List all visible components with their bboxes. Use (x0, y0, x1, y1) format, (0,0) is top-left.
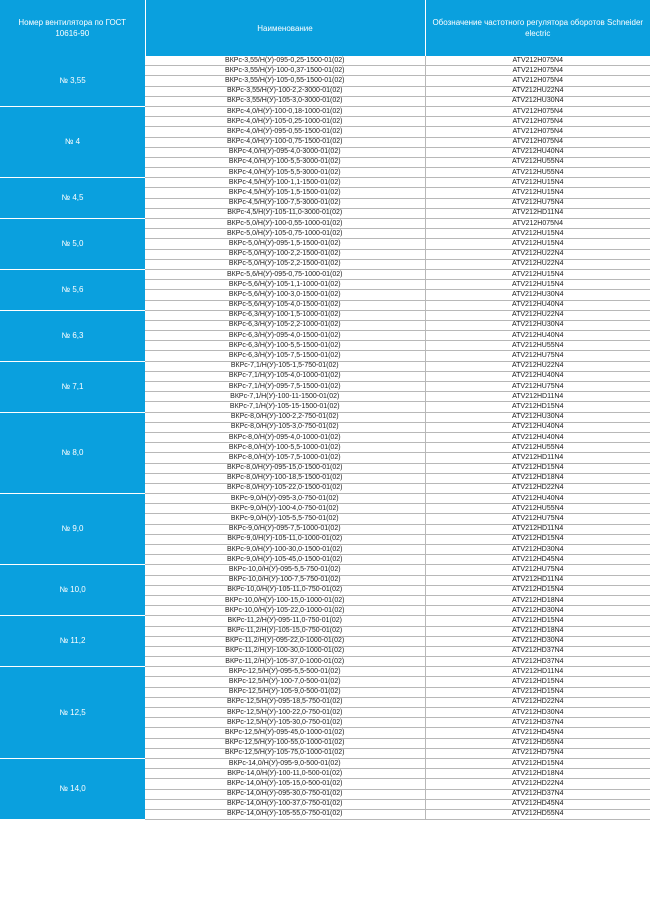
fan-number-cell: № 14,0 (0, 758, 145, 819)
regulator-code-cell: ATV212HU75N4 (425, 514, 650, 524)
model-name-cell: ВКРс-12,5/Н(У)-100-22,0-750-01(02) (145, 708, 425, 718)
regulator-code-cell: ATV212HU15N4 (425, 188, 650, 198)
model-name-cell: ВКРс-3,55/Н(У)-105-3,0-3000-01(02) (145, 96, 425, 106)
fan-number-cell: № 12,5 (0, 667, 145, 759)
model-name-cell: ВКРс-3,55/Н(У)-095-0,25-1500-01(02) (145, 56, 425, 66)
model-name-cell: ВКРс-7,1/Н(У)-105-1,5-750-01(02) (145, 361, 425, 371)
model-name-cell: ВКРс-8,0/Н(У)-100-18,5-1500-01(02) (145, 473, 425, 483)
regulator-code-cell: ATV212HU30N4 (425, 320, 650, 330)
regulator-code-cell: ATV212HU40N4 (425, 371, 650, 381)
model-name-cell: ВКРс-6,3/Н(У)-100-5,5-1500-01(02) (145, 341, 425, 351)
model-name-cell: ВКРс-9,0/Н(У)-100-4,0-750-01(02) (145, 504, 425, 514)
model-name-cell: ВКРс-4,0/Н(У)-100-0,75-1500-01(02) (145, 137, 425, 147)
regulator-code-cell: ATV212HD75N4 (425, 748, 650, 758)
model-name-cell: ВКРс-11,2/Н(У)-105-37,0-1000-01(02) (145, 657, 425, 667)
regulator-code-cell: ATV212HU75N4 (425, 565, 650, 575)
regulator-code-cell: ATV212HU40N4 (425, 300, 650, 310)
model-name-cell: ВКРс-12,5/Н(У)-095-45,0-1000-01(02) (145, 728, 425, 738)
regulator-code-cell: ATV212HU15N4 (425, 229, 650, 239)
model-name-cell: ВКРс-5,6/Н(У)-100-3,0-1500-01(02) (145, 290, 425, 300)
model-name-cell: ВКРс-9,0/Н(У)-095-7,5-1000-01(02) (145, 524, 425, 534)
regulator-code-cell: ATV212HU22N4 (425, 259, 650, 269)
regulator-code-cell: ATV212HD37N4 (425, 718, 650, 728)
table-row (0, 361, 650, 371)
model-name-cell: ВКРс-12,5/Н(У)-105-9,0-500-01(02) (145, 687, 425, 697)
model-name-cell: ВКРс-14,0/Н(У)-100-11,0-500-01(02) (145, 769, 425, 779)
regulator-code-cell: ATV212HD55N4 (425, 809, 650, 819)
model-name-cell: ВКРс-7,1/Н(У)-095-7,5-1500-01(02) (145, 382, 425, 392)
model-name-cell: ВКРс-10,0/Н(У)-105-22,0-1000-01(02) (145, 606, 425, 616)
regulator-code-cell: ATV212HD15N4 (425, 677, 650, 687)
regulator-code-cell: ATV212HD11N4 (425, 453, 650, 463)
regulator-code-cell: ATV212HD30N4 (425, 708, 650, 718)
table-row (0, 106, 650, 116)
regulator-code-cell: ATV212H075N4 (425, 56, 650, 66)
fan-number-cell: № 4,5 (0, 178, 145, 219)
regulator-code-cell: ATV212H075N4 (425, 219, 650, 229)
fan-number-cell: № 5,0 (0, 219, 145, 270)
regulator-code-cell: ATV212HU75N4 (425, 351, 650, 361)
fan-number-cell: № 6,3 (0, 310, 145, 361)
regulator-code-cell: ATV212HU22N4 (425, 310, 650, 320)
fan-number-cell: № 10,0 (0, 565, 145, 616)
model-name-cell: ВКРс-14,0/Н(У)-105-15,0-500-01(02) (145, 779, 425, 789)
header-regulator: Обозначение частотного регулятора оборотов Schneider electric (425, 0, 650, 56)
regulator-code-cell: ATV212HD22N4 (425, 779, 650, 789)
regulator-code-cell: ATV212HD15N4 (425, 463, 650, 473)
regulator-code-cell: ATV212HD45N4 (425, 555, 650, 565)
model-name-cell: ВКРс-8,0/Н(У)-095-4,0-1000-01(02) (145, 432, 425, 442)
model-name-cell: ВКРс-12,5/Н(У)-105-75,0-1000-01(02) (145, 748, 425, 758)
model-name-cell: ВКРс-14,0/Н(У)-095-9,0-500-01(02) (145, 758, 425, 768)
regulator-code-cell: ATV212HU40N4 (425, 432, 650, 442)
model-name-cell: ВКРс-5,0/Н(У)-100-2,2-1500-01(02) (145, 249, 425, 259)
regulator-code-cell: ATV212H075N4 (425, 66, 650, 76)
model-name-cell: ВКРс-5,6/Н(У)-105-4,0-1500-01(02) (145, 300, 425, 310)
model-name-cell: ВКРс-6,3/Н(У)-100-1,5-1000-01(02) (145, 310, 425, 320)
fan-number-cell: № 3,55 (0, 56, 145, 106)
model-name-cell: ВКРс-3,55/Н(У)-105-0,55-1500-01(02) (145, 76, 425, 86)
regulator-code-cell: ATV212HU40N4 (425, 494, 650, 504)
table-row (0, 616, 650, 626)
table-row (0, 310, 650, 320)
model-name-cell: ВКРс-12,5/Н(У)-095-18,5-750-01(02) (145, 697, 425, 707)
regulator-code-cell: ATV212HD18N4 (425, 769, 650, 779)
regulator-code-cell: ATV212HU15N4 (425, 178, 650, 188)
regulator-code-cell: ATV212HU15N4 (425, 269, 650, 279)
model-name-cell: ВКРс-4,5/Н(У)-100-7,5-3000-01(02) (145, 198, 425, 208)
model-name-cell: ВКРс-14,0/Н(У)-105-55,0-750-01(02) (145, 809, 425, 819)
regulator-code-cell: ATV212HU55N4 (425, 443, 650, 453)
model-name-cell: ВКРс-4,5/Н(У)-105-11,0-3000-01(02) (145, 208, 425, 218)
regulator-code-cell: ATV212HD37N4 (425, 789, 650, 799)
regulator-code-cell: ATV212HU22N4 (425, 86, 650, 96)
model-name-cell: ВКРс-6,3/Н(У)-095-4,0-1500-01(02) (145, 331, 425, 341)
regulator-code-cell: ATV212H075N4 (425, 76, 650, 86)
regulator-code-cell: ATV212HD55N4 (425, 738, 650, 748)
model-name-cell: ВКРс-12,5/Н(У)-095-5,5-500-01(02) (145, 667, 425, 677)
model-name-cell: ВКРс-5,6/Н(У)-095-0,75-1000-01(02) (145, 269, 425, 279)
model-name-cell: ВКРс-10,0/Н(У)-105-11,0-750-01(02) (145, 585, 425, 595)
fan-number-cell: № 7,1 (0, 361, 145, 412)
regulator-code-cell: ATV212HD15N4 (425, 616, 650, 626)
model-name-cell: ВКРс-3,55/Н(У)-100-2,2-3000-01(02) (145, 86, 425, 96)
table-row (0, 667, 650, 677)
model-name-cell: ВКРс-12,5/Н(У)-105-30,0-750-01(02) (145, 718, 425, 728)
regulator-code-cell: ATV212HU40N4 (425, 331, 650, 341)
model-name-cell: ВКРс-8,0/Н(У)-095-15,0-1500-01(02) (145, 463, 425, 473)
model-name-cell: ВКРс-9,0/Н(У)-105-45,0-1500-01(02) (145, 555, 425, 565)
regulator-code-cell: ATV212H075N4 (425, 127, 650, 137)
regulator-code-cell: ATV212HU55N4 (425, 341, 650, 351)
regulator-code-cell: ATV212HD22N4 (425, 483, 650, 493)
regulator-code-cell: ATV212HU15N4 (425, 239, 650, 249)
fan-number-cell: № 11,2 (0, 616, 145, 667)
model-name-cell: ВКРс-10,0/Н(У)-100-15,0-1000-01(02) (145, 595, 425, 605)
regulator-code-cell: ATV212HD11N4 (425, 667, 650, 677)
model-name-cell: ВКРс-6,3/Н(У)-105-7,5-1500-01(02) (145, 351, 425, 361)
regulator-code-cell: ATV212HD18N4 (425, 595, 650, 605)
model-name-cell: ВКРс-8,0/Н(У)-105-22,0-1500-01(02) (145, 483, 425, 493)
model-name-cell: ВКРс-4,0/Н(У)-100-5,5-3000-01(02) (145, 157, 425, 167)
model-name-cell: ВКРс-3,55/Н(У)-100-0,37-1500-01(02) (145, 66, 425, 76)
model-name-cell: ВКРс-7,1/Н(У)-100-11-1500-01(02) (145, 392, 425, 402)
regulator-code-cell: ATV212HD15N4 (425, 758, 650, 768)
regulator-code-cell: ATV212HD45N4 (425, 728, 650, 738)
table-row (0, 269, 650, 279)
table-row (0, 219, 650, 229)
table-row (0, 494, 650, 504)
regulator-code-cell: ATV212H075N4 (425, 137, 650, 147)
fan-number-cell: № 8,0 (0, 412, 145, 494)
table-row (0, 56, 650, 66)
table-header-row (0, 0, 650, 56)
model-name-cell: ВКРс-10,0/Н(У)-100-7,5-750-01(02) (145, 575, 425, 585)
regulator-code-cell: ATV212HD22N4 (425, 697, 650, 707)
regulator-code-cell: ATV212HD15N4 (425, 402, 650, 412)
model-name-cell: ВКРс-4,0/Н(У)-105-5,5-3000-01(02) (145, 168, 425, 178)
regulator-code-cell: ATV212HU30N4 (425, 290, 650, 300)
model-name-cell: ВКРс-4,5/Н(У)-105-1,5-1500-01(02) (145, 188, 425, 198)
regulator-code-cell: ATV212H075N4 (425, 117, 650, 127)
regulator-code-cell: ATV212HD30N4 (425, 545, 650, 555)
model-name-cell: ВКРс-11,2/Н(У)-095-22,0-1000-01(02) (145, 636, 425, 646)
regulator-code-cell: ATV212HU40N4 (425, 147, 650, 157)
regulator-code-cell: ATV212HD11N4 (425, 392, 650, 402)
model-name-cell: ВКРс-5,0/Н(У)-105-0,75-1000-01(02) (145, 229, 425, 239)
regulator-code-cell: ATV212HD37N4 (425, 657, 650, 667)
regulator-code-cell: ATV212HD37N4 (425, 646, 650, 656)
model-name-cell: ВКРс-11,2/Н(У)-105-15,0-750-01(02) (145, 626, 425, 636)
regulator-code-cell: ATV212HD11N4 (425, 524, 650, 534)
model-name-cell: ВКРс-9,0/Н(У)-100-30,0-1500-01(02) (145, 545, 425, 555)
model-name-cell: ВКРс-4,0/Н(У)-105-0,25-1000-01(02) (145, 117, 425, 127)
model-name-cell: ВКРс-9,0/Н(У)-105-11,0-1000-01(02) (145, 534, 425, 544)
model-name-cell: ВКРс-11,2/Н(У)-100-30,0-1000-01(02) (145, 646, 425, 656)
regulator-code-cell: ATV212HD45N4 (425, 799, 650, 809)
regulator-code-cell: ATV212HD15N4 (425, 585, 650, 595)
header-name: Наименование (145, 0, 425, 56)
model-name-cell: ВКРс-4,0/Н(У)-095-4,0-3000-01(02) (145, 147, 425, 157)
model-name-cell: ВКРс-12,5/Н(У)-100-7,0-500-01(02) (145, 677, 425, 687)
model-name-cell: ВКРс-4,5/Н(У)-100-1,1-1500-01(02) (145, 178, 425, 188)
model-name-cell: ВКРс-7,1/Н(У)-105-15-1500-01(02) (145, 402, 425, 412)
regulator-code-cell: ATV212HU22N4 (425, 249, 650, 259)
table-row (0, 565, 650, 575)
model-name-cell: ВКРс-4,0/Н(У)-095-0,55-1500-01(02) (145, 127, 425, 137)
model-name-cell: ВКРс-5,0/Н(У)-095-1,5-1500-01(02) (145, 239, 425, 249)
regulator-code-cell: ATV212HD11N4 (425, 208, 650, 218)
regulator-code-cell: ATV212H075N4 (425, 106, 650, 116)
model-name-cell: ВКРс-11,2/Н(У)-095-11,0-750-01(02) (145, 616, 425, 626)
header-fan-number: Номер вентилятора по ГОСТ 10616-90 (0, 0, 145, 56)
regulator-code-cell: ATV212HU15N4 (425, 280, 650, 290)
regulator-code-cell: ATV212HU22N4 (425, 361, 650, 371)
regulator-code-cell: ATV212HU75N4 (425, 198, 650, 208)
model-name-cell: ВКРс-9,0/Н(У)-105-5,5-750-01(02) (145, 514, 425, 524)
model-name-cell: ВКРс-4,0/Н(У)-100-0,18-1000-01(02) (145, 106, 425, 116)
regulator-code-cell: ATV212HU75N4 (425, 382, 650, 392)
regulator-code-cell: ATV212HU30N4 (425, 96, 650, 106)
model-name-cell: ВКРс-8,0/Н(У)-105-3,0-750-01(02) (145, 422, 425, 432)
table-body (0, 56, 650, 820)
regulator-code-cell: ATV212HD15N4 (425, 687, 650, 697)
regulator-code-cell: ATV212HD18N4 (425, 473, 650, 483)
model-name-cell: ВКРс-6,3/Н(У)-105-2,2-1000-01(02) (145, 320, 425, 330)
regulator-code-cell: ATV212HD15N4 (425, 534, 650, 544)
model-name-cell: ВКРс-10,0/Н(У)-095-5,5-750-01(02) (145, 565, 425, 575)
model-name-cell: ВКРс-8,0/Н(У)-100-5,5-1000-01(02) (145, 443, 425, 453)
fan-number-cell: № 5,6 (0, 269, 145, 310)
model-name-cell: ВКРс-5,6/Н(У)-105-1,1-1000-01(02) (145, 280, 425, 290)
regulator-code-cell: ATV212HD11N4 (425, 575, 650, 585)
regulator-code-cell: ATV212HD30N4 (425, 606, 650, 616)
regulator-code-cell: ATV212HU55N4 (425, 168, 650, 178)
table-row (0, 178, 650, 188)
model-name-cell: ВКРс-14,0/Н(У)-095-30,0-750-01(02) (145, 789, 425, 799)
regulator-code-cell: ATV212HD30N4 (425, 636, 650, 646)
table-row (0, 412, 650, 422)
model-name-cell: ВКРс-14,0/Н(У)-100-37,0-750-01(02) (145, 799, 425, 809)
fan-number-cell: № 4 (0, 106, 145, 177)
regulator-code-cell: ATV212HU30N4 (425, 412, 650, 422)
model-name-cell: ВКРс-12,5/Н(У)-100-55,0-1000-01(02) (145, 738, 425, 748)
model-name-cell: ВКРс-8,0/Н(У)-100-2,2-750-01(02) (145, 412, 425, 422)
model-name-cell: ВКРс-5,0/Н(У)-105-2,2-1500-01(02) (145, 259, 425, 269)
regulator-code-cell: ATV212HU40N4 (425, 422, 650, 432)
table-row (0, 758, 650, 768)
model-name-cell: ВКРс-5,0/Н(У)-100-0,55-1000-01(02) (145, 219, 425, 229)
fan-number-cell: № 9,0 (0, 494, 145, 565)
regulator-code-cell: ATV212HU55N4 (425, 157, 650, 167)
model-name-cell: ВКРс-8,0/Н(У)-105-7,5-1000-01(02) (145, 453, 425, 463)
model-name-cell: ВКРс-7,1/Н(У)-105-4,0-1000-01(02) (145, 371, 425, 381)
model-name-cell: ВКРс-9,0/Н(У)-095-3,0-750-01(02) (145, 494, 425, 504)
regulator-code-cell: ATV212HU55N4 (425, 504, 650, 514)
regulator-code-cell: ATV212HD18N4 (425, 626, 650, 636)
